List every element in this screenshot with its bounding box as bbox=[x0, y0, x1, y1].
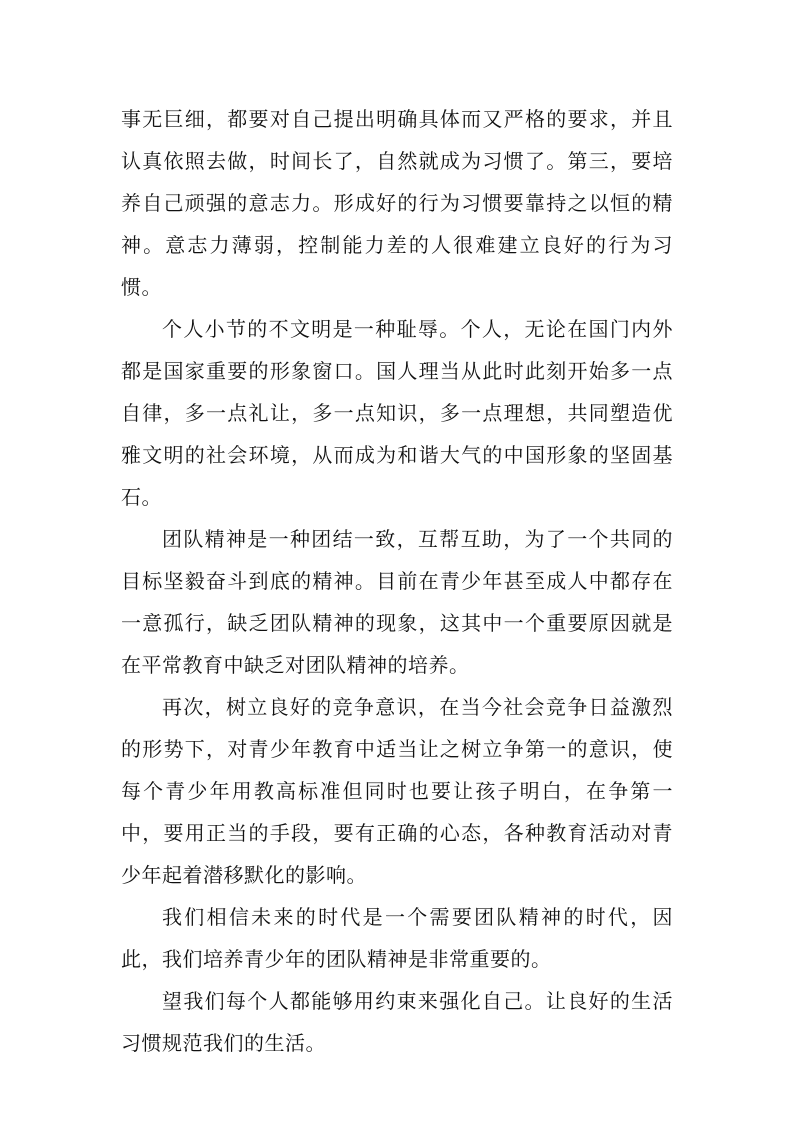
paragraph-3: 团队精神是一种团结一致，互帮互助，为了一个共同的目标坚毅奋斗到底的精神。目前在青少年甚至成人中都存在一意孤行，缺乏团队精神的现象，这其中一个重要原因就是在平常教育中缺乏对团队精神的培养。 bbox=[121, 527, 673, 677]
paragraph-6: 望我们每个人都能够用约束来强化自己。让良好的生活习惯规范我们的生活。 bbox=[121, 989, 673, 1055]
document-body bbox=[121, 98, 673, 1064]
paragraph-1: 事无巨细，都要对自己提出明确具体而又严格的要求，并且认真依照去做，时间长了，自然就成为习惯了。第三，要培养自己顽强的意志力。形成好的行为习惯要靠持之以恒的精神。意志力薄弱，控制能力差的人很难建立良好的行为习惯。 bbox=[121, 107, 673, 299]
paragraph-4: 再次，树立良好的竞争意识，在当今社会竞争日益激烈的形势下，对青少年教育中适当让之树立争第一的意识，使每个青少年用教高标准但同时也要让孩子明白，在争第一中，要用正当的手段，要有正确的心态，各种教育活动对青少年起着潜移默化的影响。 bbox=[121, 695, 673, 887]
paragraph-5: 我们相信未来的时代是一个需要团队精神的时代，因此，我们培养青少年的团队精神是非常重要的。 bbox=[121, 905, 673, 971]
paragraph-2: 个人小节的不文明是一种耻辱。个人，无论在国门内外都是国家重要的形象窗口。国人理当从此时此刻开始多一点自律，多一点礼让，多一点知识，多一点理想，共同塑造优雅文明的社会环境，从而成为和谐大气的中国形象的坚固基石。 bbox=[121, 317, 673, 509]
